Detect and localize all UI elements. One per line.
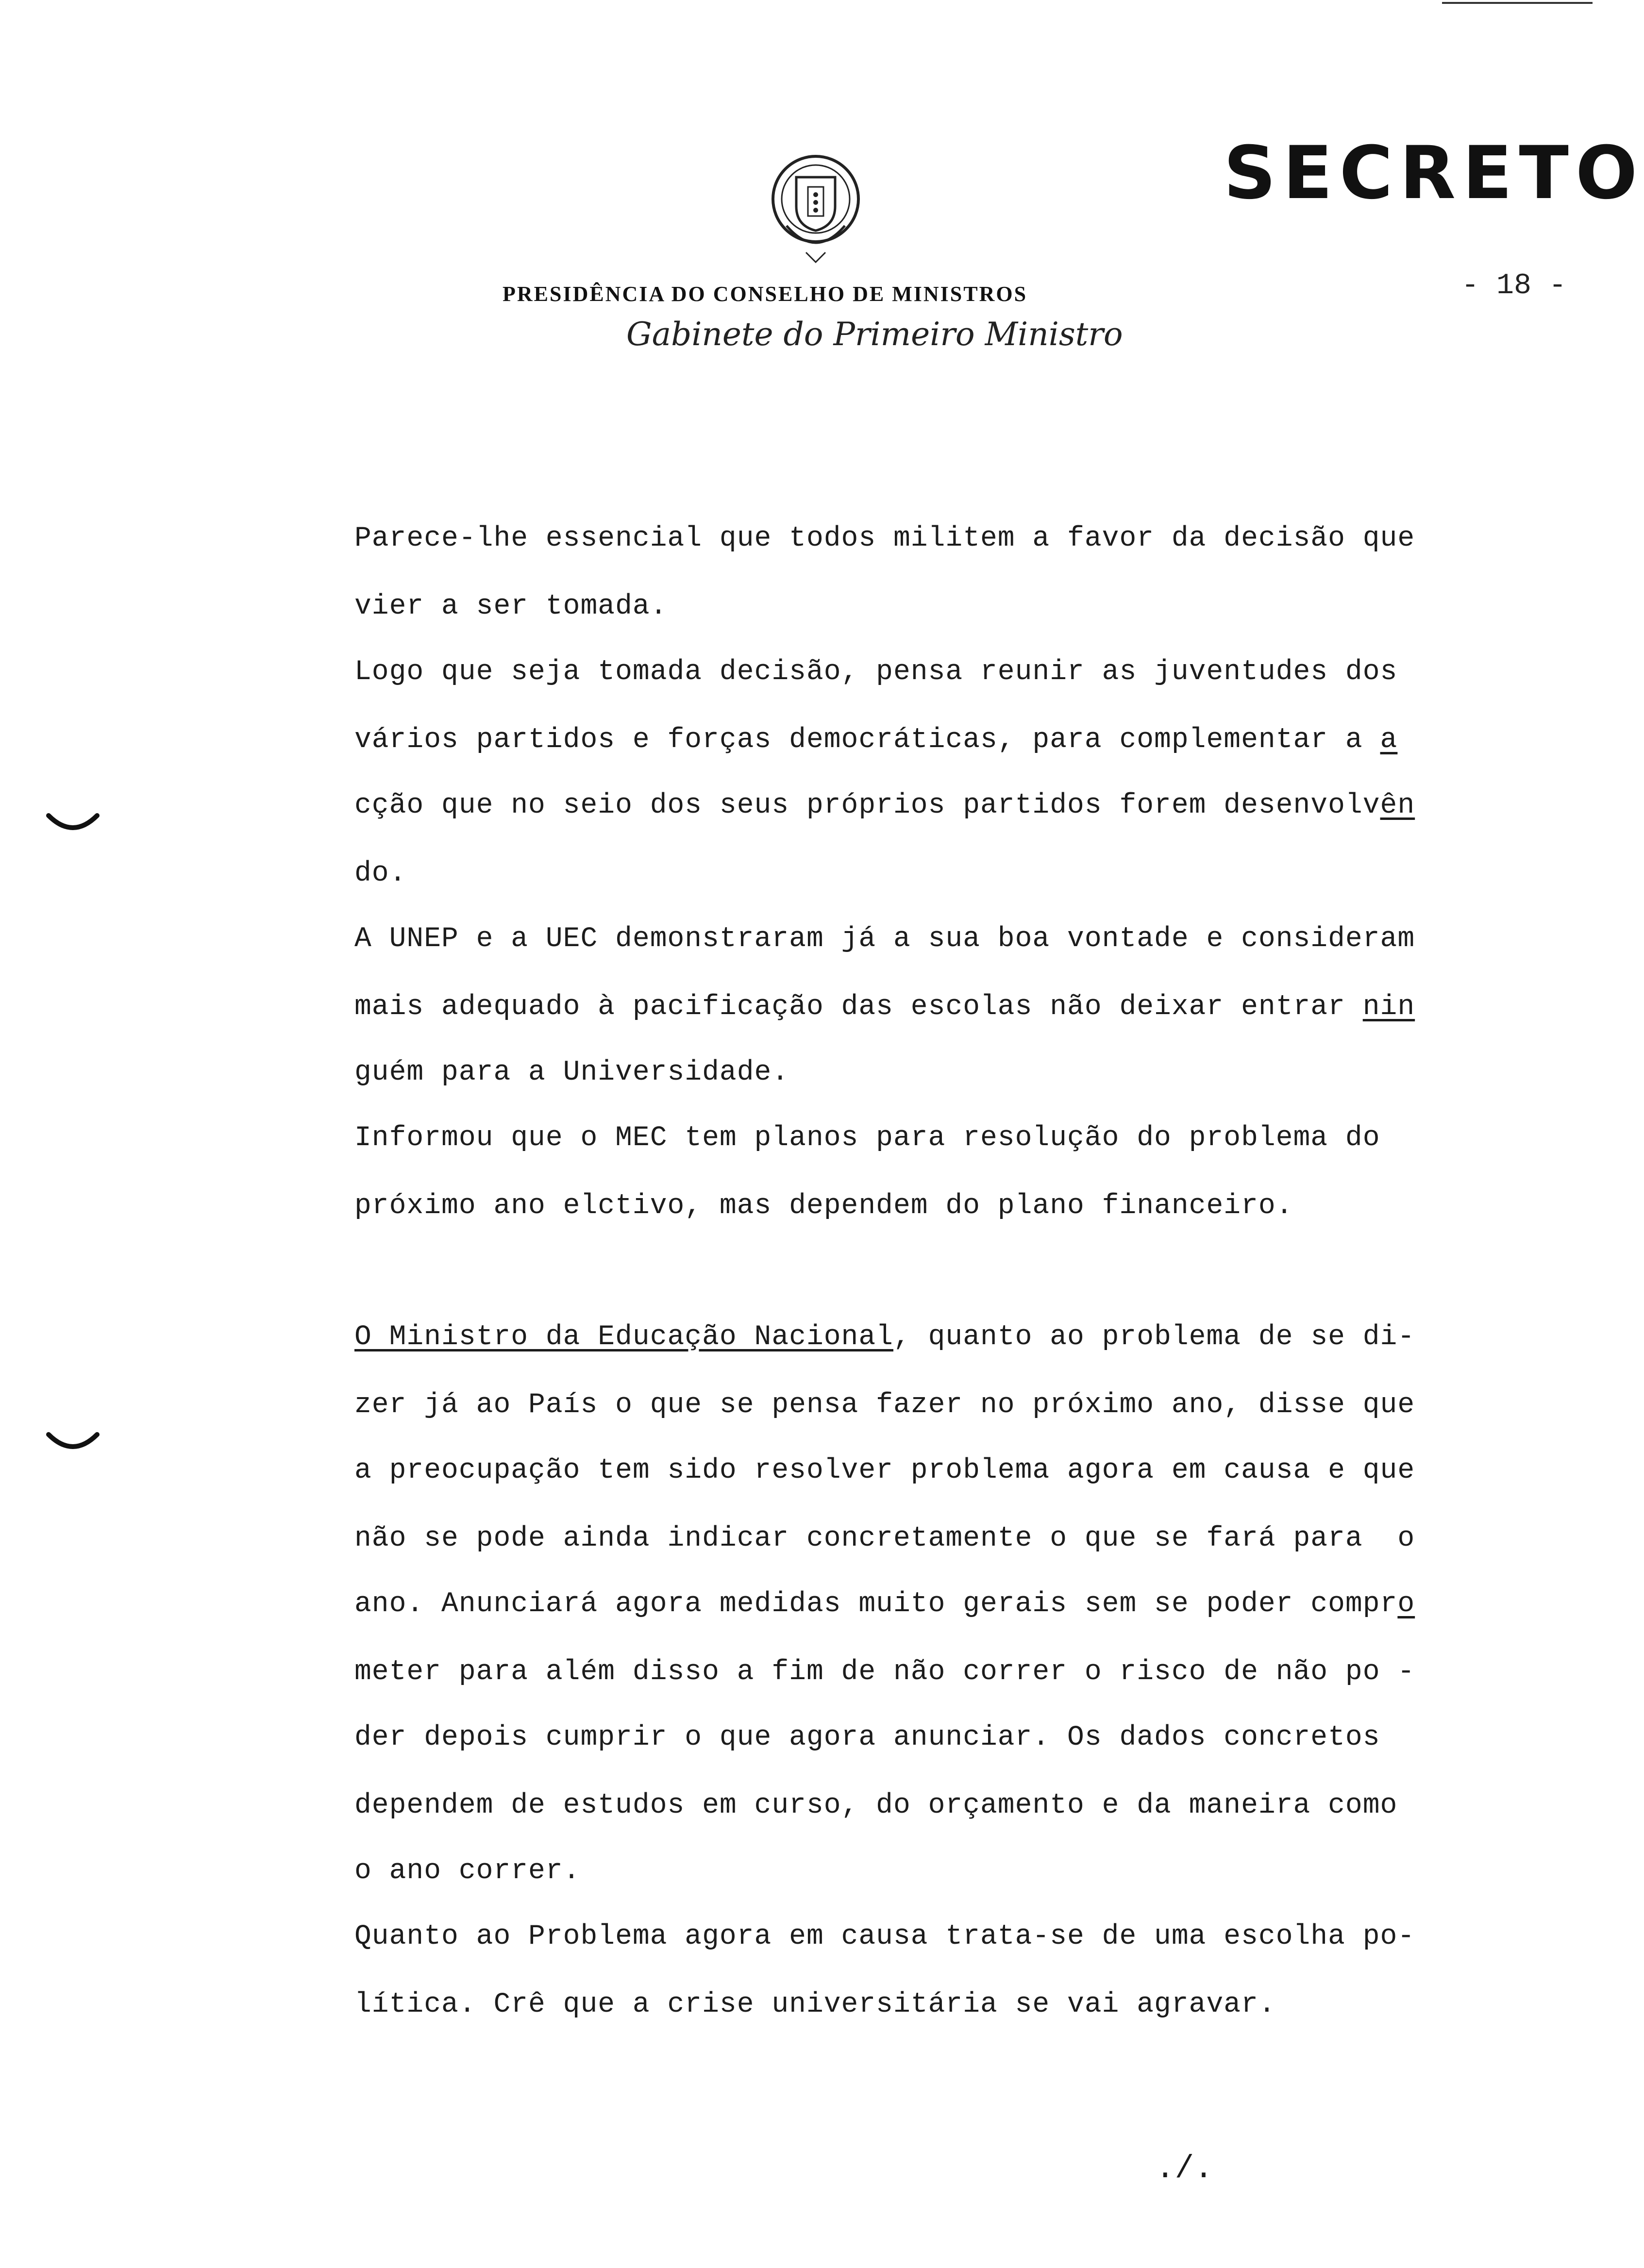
binding-mark [46,806,100,840]
continuation-mark: ./. [1156,2151,1213,2187]
underlined-text: nin [1362,991,1415,1023]
text-line: Informou que o MEC tem planos para resolução do problema do [354,1122,1380,1154]
office-title: PRESIDÊNCIA DO CONSELHO DE MINISTROS [503,282,1028,306]
text-segment: cção que no seio dos seus próprios partidos forem desenvolv [354,790,1380,821]
text-line: A UNEP e a UEC demonstraram já a sua boa vontade e consideram [354,923,1415,955]
text-line [354,723,1397,757]
text-line: não se pode ainda indicar concretamente o que se fará para o [354,1523,1415,1554]
underlined-text: ên [1380,790,1415,821]
portuguese-coat-of-arms-icon [757,148,874,265]
text-line [354,789,1415,823]
text-line: der depois cumprir o que agora anunciar. Os dados concretos [354,1722,1380,1753]
text-segment: ano. Anunciará agora medidas muito gerais sem se poder compr [354,1588,1398,1620]
text-segment: vários partidos e forças democráticas, para complementar a [354,724,1380,756]
underlined-text: o [1397,1588,1415,1620]
text-line: próximo ano elctivo, mas dependem do plano financeiro. [354,1190,1293,1222]
text-line: zer já ao País o que se pensa fazer no próximo ano, disse que [354,1389,1415,1421]
classification-stamp: SECRETO [1224,131,1644,216]
binding-mark [46,1425,100,1459]
text-line: meter para além disso a fim de não correr o risco de não po - [354,1656,1415,1688]
text-line: a preocupação tem sido resolver problema agora em causa e que [354,1455,1415,1486]
text-line: Logo que seja tomada decisão, pensa reunir as juventudes dos [354,656,1398,688]
text-line: lítica. Crê que a crise universitária se vai agravar. [354,1989,1276,2020]
text-line: dependem de estudos em curso, do orçamento e da maneira como [354,1790,1398,1821]
text-line: vier a ser tomada. [354,591,668,622]
top-edge-rule [1442,2,1593,4]
underlined-text: O Ministro da Educação Nacional [354,1321,893,1353]
text-line [354,1587,1415,1621]
text-line: o ano correr. [354,1855,581,1887]
underlined-text: a [1380,724,1398,756]
text-segment: , quanto ao problema de se di- [893,1321,1415,1353]
text-line [354,990,1415,1024]
office-subtitle: Gabinete do Primeiro Ministro [626,316,1123,353]
text-line: do. [354,858,407,889]
text-line: Parece-lhe essencial que todos militem a favor da decisão que [354,523,1415,554]
text-line: Quanto ao Problema agora em causa trata-se de uma escolha po- [354,1921,1415,1952]
text-segment: mais adequado à pacificação das escolas não deixar entrar [354,991,1363,1023]
text-line [354,1320,1415,1354]
text-line: guém para a Universidade. [354,1057,789,1088]
page-number: - 18 - [1461,269,1567,302]
